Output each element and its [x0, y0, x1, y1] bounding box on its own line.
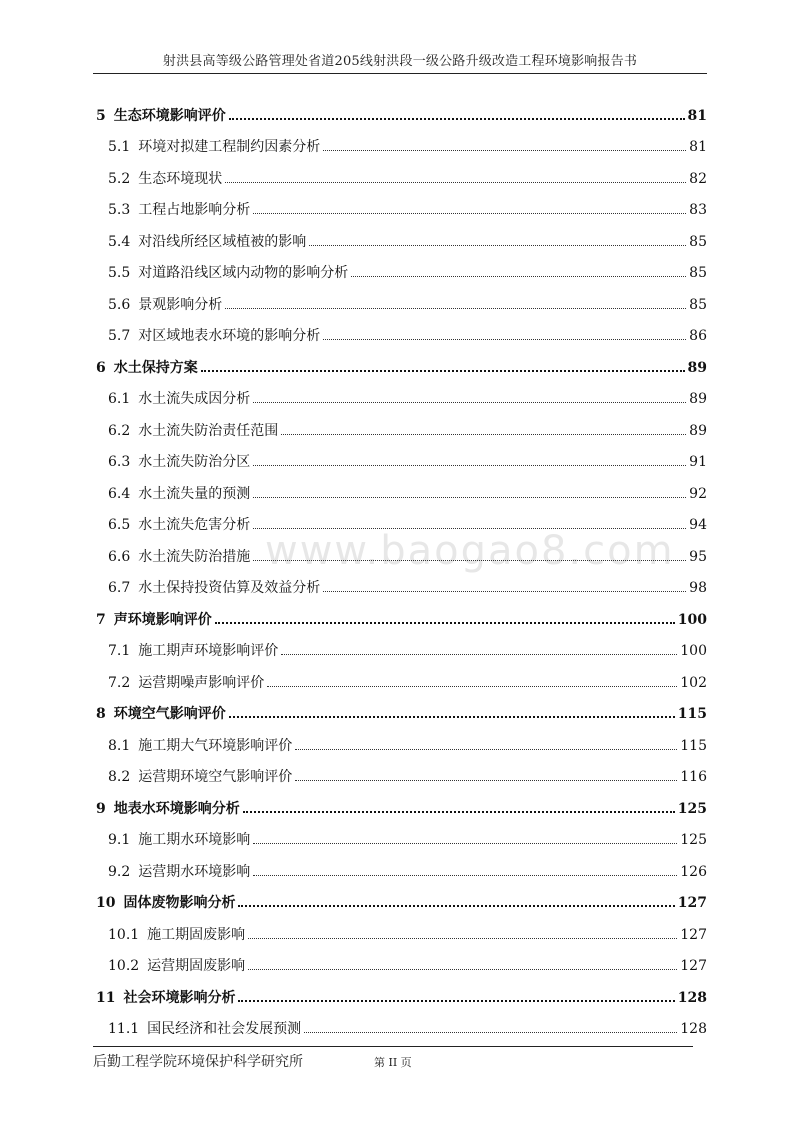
toc-dot-leader	[201, 370, 685, 372]
toc-dot-leader	[323, 591, 686, 592]
toc-entry-number: 8	[96, 706, 106, 722]
toc-entry-title: 水土流失成因分析	[138, 391, 251, 407]
table-of-contents	[96, 92, 707, 1037]
toc-section-entry[interactable]	[96, 218, 707, 250]
toc-entry-number: 6.1	[108, 391, 131, 407]
toc-entry-number: 8.1	[108, 737, 131, 754]
toc-entry-page: 86	[689, 328, 707, 344]
toc-entry-number: 10	[96, 895, 116, 911]
toc-entry-page: 82	[689, 170, 707, 187]
toc-entry-number: 5.3	[108, 202, 131, 218]
toc-entry-page: 98	[689, 580, 707, 596]
toc-chapter-entry[interactable]	[96, 596, 707, 628]
toc-entry-page: 116	[680, 769, 707, 785]
toc-dot-leader	[295, 749, 677, 750]
toc-entry-title: 工程占地影响分析	[138, 202, 251, 218]
toc-entry-title: 水土流失防治措施	[138, 548, 251, 565]
toc-entry-page: 92	[689, 485, 707, 502]
toc-section-entry[interactable]	[96, 470, 707, 502]
toc-entry-title: 国民经济和社会发展预测	[147, 1021, 302, 1037]
toc-dot-leader	[225, 308, 686, 309]
toc-entry-number: 6.4	[108, 485, 131, 502]
toc-dot-leader	[267, 686, 677, 687]
toc-section-entry[interactable]	[96, 754, 707, 786]
toc-entry-title: 施工期声环境影响评价	[138, 643, 279, 659]
toc-chapter-entry[interactable]	[96, 92, 707, 124]
toc-entry-number: 6.6	[108, 548, 131, 565]
toc-entry-title: 生态环境现状	[138, 170, 223, 187]
toc-section-entry[interactable]	[96, 911, 707, 943]
toc-dot-leader	[253, 465, 686, 466]
toc-entry-page: 127	[680, 958, 707, 974]
toc-entry-title: 运营期环境空气影响评价	[138, 769, 293, 785]
toc-dot-leader	[229, 716, 675, 718]
toc-entry-page: 89	[687, 359, 707, 376]
toc-entry-title: 水土流失防治分区	[138, 454, 251, 470]
toc-entry-number: 5.1	[108, 139, 131, 155]
toc-entry-page: 85	[689, 265, 707, 281]
running-header: 射洪县高等级公路管理处省道205线射洪段一级公路升级改造工程环境影响报告书	[162, 54, 638, 69]
toc-section-entry[interactable]	[96, 533, 707, 565]
toc-entry-number: 6	[96, 359, 106, 376]
toc-section-entry[interactable]	[96, 943, 707, 975]
toc-entry-number: 5.6	[108, 296, 131, 313]
toc-dot-leader	[323, 339, 686, 340]
toc-entry-number: 9.1	[108, 832, 131, 848]
toc-dot-leader	[253, 875, 677, 876]
toc-entry-number: 6.5	[108, 517, 131, 533]
toc-dot-leader	[215, 622, 675, 624]
toc-entry-number: 5.7	[108, 328, 131, 344]
toc-entry-number: 7.2	[108, 674, 131, 691]
header-rule	[93, 73, 707, 74]
toc-dot-leader	[229, 118, 685, 120]
toc-entry-title: 施工期固废影响	[147, 926, 246, 943]
toc-entry-page: 83	[689, 202, 707, 218]
toc-dot-leader	[323, 150, 686, 151]
toc-chapter-entry[interactable]	[96, 785, 707, 817]
toc-section-entry[interactable]	[96, 313, 707, 345]
toc-entry-title: 对沿线所经区域植被的影响	[138, 233, 307, 250]
toc-section-entry[interactable]	[96, 817, 707, 849]
toc-entry-title: 景观影响分析	[138, 296, 223, 313]
toc-entry-page: 115	[677, 706, 707, 722]
toc-section-entry[interactable]	[96, 155, 707, 187]
toc-dot-leader	[253, 497, 686, 498]
toc-entry-page: 125	[680, 832, 707, 848]
toc-entry-number: 7.1	[108, 643, 131, 659]
toc-entry-number: 11	[96, 989, 116, 1006]
toc-entry-title: 固体废物影响分析	[123, 895, 236, 911]
toc-entry-page: 128	[677, 989, 707, 1006]
toc-section-entry[interactable]	[96, 187, 707, 219]
toc-dot-leader	[253, 843, 677, 844]
toc-chapter-entry[interactable]	[96, 880, 707, 912]
toc-entry-title: 环境空气影响评价	[113, 706, 226, 722]
toc-section-entry[interactable]	[96, 376, 707, 408]
toc-entry-title: 运营期固废影响	[147, 958, 246, 974]
toc-entry-page: 127	[680, 926, 707, 943]
toc-dot-leader	[304, 1032, 677, 1033]
toc-entry-page: 100	[677, 611, 707, 628]
toc-chapter-entry[interactable]	[96, 974, 707, 1006]
toc-dot-leader	[295, 780, 677, 781]
toc-dot-leader	[351, 276, 686, 277]
footer-page-number: 第 II 页	[374, 1056, 412, 1069]
toc-entry-page: 81	[689, 139, 707, 155]
toc-entry-number: 6.7	[108, 580, 131, 596]
toc-section-entry[interactable]	[96, 722, 707, 754]
toc-entry-title: 社会环境影响分析	[123, 989, 236, 1006]
toc-entry-page: 102	[680, 674, 707, 691]
toc-dot-leader	[238, 1000, 674, 1002]
footer-organization: 后勤工程学院环境保护科学研究所	[93, 1054, 303, 1070]
toc-dot-leader	[309, 245, 686, 246]
toc-entry-page: 85	[689, 296, 707, 313]
toc-entry-title: 施工期水环境影响	[138, 832, 251, 848]
toc-entry-number: 10.1	[108, 926, 140, 943]
toc-entry-page: 95	[689, 548, 707, 565]
toc-entry-number: 5.2	[108, 170, 131, 187]
toc-dot-leader	[281, 434, 686, 435]
toc-entry-title: 运营期水环境影响	[138, 863, 251, 880]
toc-section-entry[interactable]	[96, 1006, 707, 1038]
toc-dot-leader	[253, 213, 686, 214]
toc-entry-title: 施工期大气环境影响评价	[138, 737, 293, 754]
toc-dot-leader	[225, 182, 686, 183]
toc-entry-page: 81	[687, 107, 707, 124]
toc-entry-page: 89	[689, 391, 707, 407]
toc-section-entry[interactable]	[96, 407, 707, 439]
toc-entry-number: 6.2	[108, 422, 131, 439]
toc-entry-number: 5	[96, 107, 106, 124]
toc-dot-leader	[253, 528, 686, 529]
toc-entry-title: 地表水环境影响分析	[113, 800, 240, 817]
toc-section-entry[interactable]	[96, 565, 707, 597]
toc-entry-number: 6.3	[108, 454, 131, 470]
toc-dot-leader	[253, 402, 686, 403]
toc-entry-title: 对区域地表水环境的影响分析	[138, 328, 321, 344]
toc-entry-title: 水土流失防治责任范围	[138, 422, 279, 439]
toc-entry-title: 环境对拟建工程制约因素分析	[138, 139, 321, 155]
toc-entry-title: 水土流失危害分析	[138, 517, 251, 533]
toc-entry-page: 100	[680, 643, 707, 659]
toc-section-entry[interactable]	[96, 502, 707, 534]
toc-entry-page: 94	[689, 517, 707, 533]
toc-section-entry[interactable]	[96, 250, 707, 282]
toc-entry-page: 115	[680, 737, 707, 754]
toc-entry-title: 生态环境影响评价	[113, 107, 226, 124]
toc-dot-leader	[243, 811, 675, 813]
toc-entry-number: 9	[96, 800, 106, 817]
toc-entry-page: 91	[689, 454, 707, 470]
toc-dot-leader	[253, 560, 686, 561]
toc-entry-page: 85	[689, 233, 707, 250]
toc-dot-leader	[248, 969, 677, 970]
toc-entry-title: 水土保持投资估算及效益分析	[138, 580, 321, 596]
toc-entry-number: 7	[96, 611, 106, 628]
toc-entry-number: 10.2	[108, 958, 140, 974]
footer-rule	[93, 1046, 693, 1047]
toc-entry-title: 运营期噪声影响评价	[138, 674, 265, 691]
toc-entry-page: 128	[680, 1021, 707, 1037]
toc-entry-page: 126	[680, 863, 707, 880]
toc-entry-title: 声环境影响评价	[113, 611, 212, 628]
watermark: www.baogao8.com	[265, 528, 675, 574]
toc-chapter-entry[interactable]	[96, 691, 707, 723]
toc-entry-page: 125	[677, 800, 707, 817]
toc-entry-number: 11.1	[108, 1021, 140, 1037]
toc-section-entry[interactable]	[96, 439, 707, 471]
toc-entry-title: 水土流失量的预测	[138, 485, 251, 502]
toc-dot-leader	[281, 654, 677, 655]
toc-section-entry[interactable]	[96, 848, 707, 880]
toc-chapter-entry[interactable]	[96, 344, 707, 376]
toc-dot-leader	[248, 938, 677, 939]
toc-dot-leader	[238, 905, 674, 907]
toc-entry-number: 8.2	[108, 769, 131, 785]
toc-entry-title: 水土保持方案	[113, 359, 198, 376]
toc-entry-number: 5.4	[108, 233, 131, 250]
toc-entry-number: 9.2	[108, 863, 131, 880]
toc-entry-title: 对道路沿线区域内动物的影响分析	[138, 265, 349, 281]
toc-section-entry[interactable]	[96, 281, 707, 313]
toc-entry-page: 127	[677, 895, 707, 911]
toc-section-entry[interactable]	[96, 659, 707, 691]
toc-section-entry[interactable]	[96, 628, 707, 660]
toc-entry-page: 89	[689, 422, 707, 439]
toc-entry-number: 5.5	[108, 265, 131, 281]
toc-section-entry[interactable]	[96, 124, 707, 156]
